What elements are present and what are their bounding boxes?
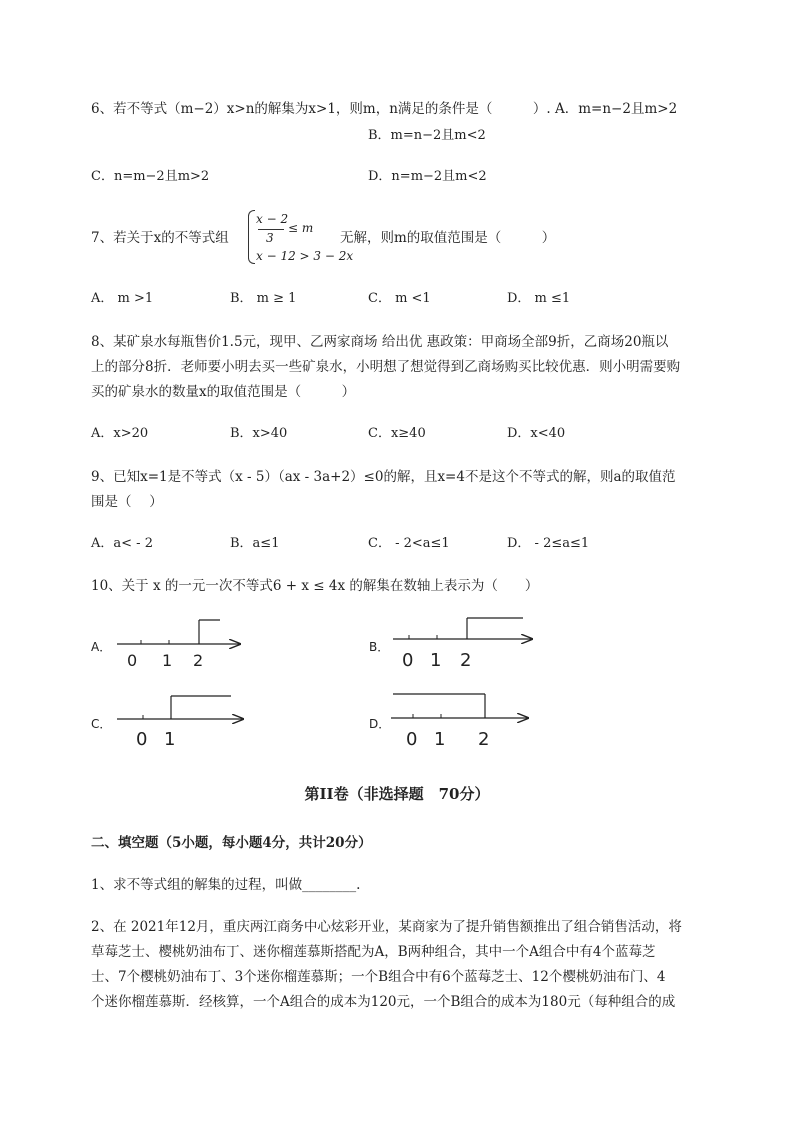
q7-option-b: B． m ≥ 1 <box>230 291 297 306</box>
tick-label-1: 1 <box>430 650 442 671</box>
q7-stem-pre: 7、若关于x的不等式组 <box>91 230 229 246</box>
q8-option-a: A．x>20 <box>91 426 149 441</box>
tick-label-2: 2 <box>193 651 204 670</box>
fill-blank-heading: 二、填空题（5小题，每小题4分，共计20分） <box>91 835 372 851</box>
q8-line-2: 上的部分8折．老师要小明去买一些矿泉水，小明想了想觉得到乙商场购买比较优惠．则小明需要购 <box>91 359 681 375</box>
q8-line-3: 买的矿泉水的数量x的取值范围是（ ） <box>91 384 356 400</box>
q8-option-b: B．x>40 <box>230 426 288 441</box>
system-brace <box>248 210 255 264</box>
tick-label-0: 0 <box>127 651 138 670</box>
q7-stem-post: 无解，则m的取值范围是（ ） <box>340 230 556 246</box>
number-line-a <box>117 620 240 670</box>
q9-line-2: 围是（ ） <box>91 494 163 510</box>
tick-label-1: 1 <box>164 729 176 750</box>
tick-label-0: 0 <box>136 729 148 750</box>
fill-q2-line-1: 2、在 2021年12月，重庆两江商务中心炫彩开业，某商家为了提升销售额推出了组合销售活动，将 <box>91 919 682 935</box>
tick-label-0: 0 <box>406 729 418 750</box>
q9-line-1: 9、已知x=1是不等式（x - 5）（ax - 3a+2）≤0的解，且x=4不是这个不等式的解，则a的取值范 <box>91 469 676 485</box>
tick-label-2: 2 <box>478 729 490 750</box>
option-c-label: C． <box>91 717 112 731</box>
tick-label-0: 0 <box>402 650 414 671</box>
q7-fraction-denominator: 3 <box>266 231 274 245</box>
q7-fraction-relation: ≤ m <box>288 221 314 235</box>
q8-option-d: D．x<40 <box>507 426 566 441</box>
tick-label-2: 2 <box>460 650 472 671</box>
fill-q2-line-4: 个迷你榴莲慕斯．经核算，一个A组合的成本为120元，一个B组合的成本为180元（每种组合的成 <box>91 994 676 1010</box>
q6-option-c: C．n=m−2且m>2 <box>91 169 210 184</box>
option-b-label: B． <box>369 640 390 654</box>
q6-option-b: B．m=n−2且m<2 <box>368 128 486 143</box>
fill-q2-line-2: 草莓芝士、樱桃奶油布丁、迷你榴莲慕斯搭配为A，B两种组合，其中一个A组合中有4个蓝莓芝 <box>91 944 656 960</box>
q6-option-d: D．n=m−2且m<2 <box>368 169 487 184</box>
number-line-d <box>391 694 528 750</box>
q10-stem: 10、关于 x 的一元一次不等式6 + x ≤ 4x 的解集在数轴上表示为（ ） <box>91 578 539 594</box>
number-line-c <box>117 696 243 750</box>
option-d-label: D． <box>369 717 391 731</box>
q7-option-d: D． m ≤1 <box>507 291 571 306</box>
q7-fraction-numerator: x − 2 <box>256 212 289 226</box>
tick-label-1: 1 <box>162 651 173 670</box>
tick-label-1: 1 <box>434 729 446 750</box>
fill-q2-line-3: 士、7个樱桃奶油布丁、3个迷你榴莲慕斯；一个B组合中有6个蓝莓芝士、12个樱桃奶油布门、4 <box>91 969 666 985</box>
number-line-b <box>393 618 532 671</box>
option-a-label: A． <box>91 640 112 654</box>
q7-fraction-bar <box>258 229 284 230</box>
q9-option-b: B．a≤1 <box>230 536 280 551</box>
q8-line-1: 8、某矿泉水每瓶售价1.5元，现甲、乙两家商场 给出优 惠政策：甲商场全部9折，乙商场20瓶以 <box>91 334 669 350</box>
number-line-figures <box>0 610 794 790</box>
section-title: 第II卷（非选择题 70分） <box>304 785 490 803</box>
q7-option-c: C． m <1 <box>368 291 431 306</box>
q9-option-d: D． - 2≤a≤1 <box>507 536 590 551</box>
q7-option-a: A． m >1 <box>91 291 154 306</box>
fill-q1: 1、求不等式组的解集的过程，叫做________. <box>91 877 361 893</box>
q6-stem: 6、若不等式（m−2）x>n的解集为x>1，则m，n满足的条件是（ ）. A．m=n−2且m>2 <box>91 101 678 117</box>
q9-option-c: C． - 2<a≤1 <box>368 536 450 551</box>
q8-option-c: C．x≥40 <box>368 426 426 441</box>
q9-option-a: A．a< - 2 <box>91 536 153 551</box>
q7-second-inequality: x − 12 > 3 − 2x <box>256 249 354 263</box>
